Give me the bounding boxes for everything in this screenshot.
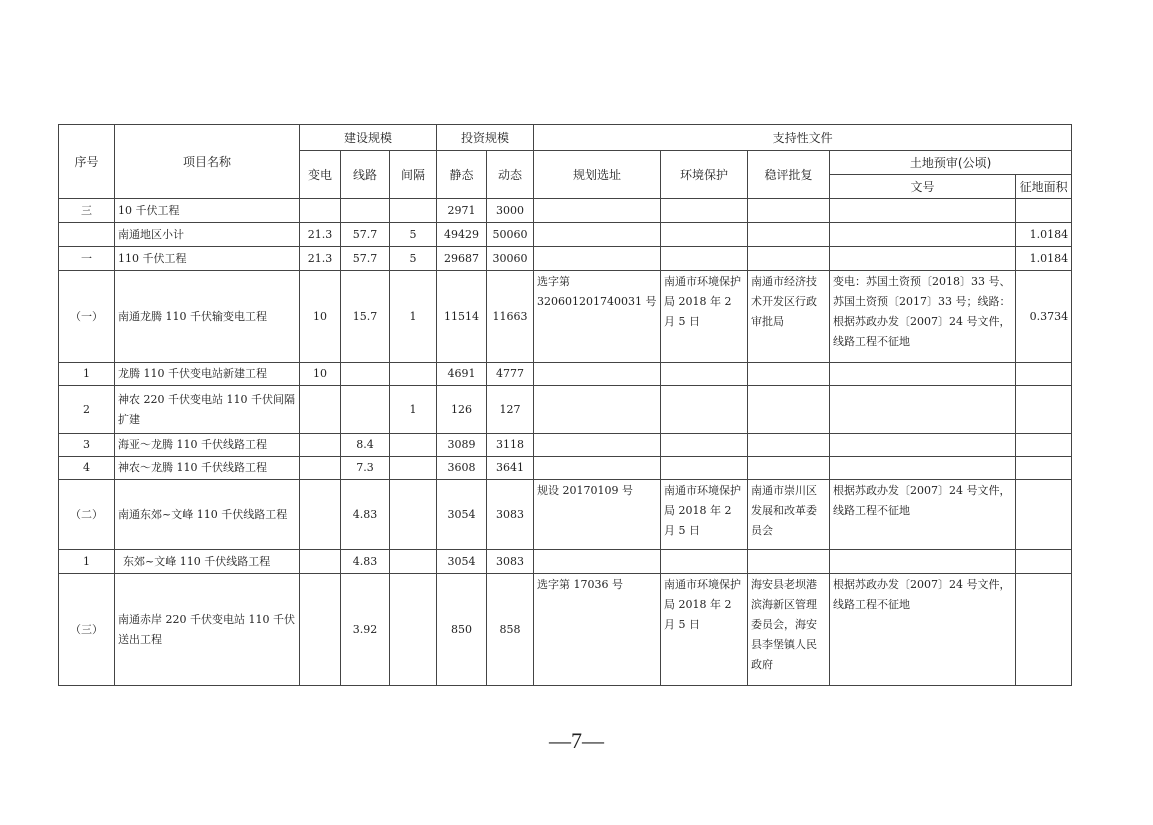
cell-seq: （三） [59, 574, 115, 686]
cell-dynamic: 858 [487, 574, 534, 686]
cell-docno [830, 550, 1016, 574]
cell-env: 南通市环境保护局 2018 年 2 月 5 日 [661, 574, 748, 686]
cell-static: 49429 [437, 223, 487, 247]
cell-sub [300, 574, 341, 686]
cell-seq [59, 223, 115, 247]
cell-env: 南通市环境保护局 2018 年 2 月 5 日 [661, 480, 748, 550]
cell-bay [390, 574, 437, 686]
header-docno: 文号 [830, 175, 1016, 199]
cell-planning [534, 550, 661, 574]
cell-planning [534, 363, 661, 386]
cell-planning: 选字第 17036 号 [534, 574, 661, 686]
cell-dynamic: 3118 [487, 434, 534, 457]
table-row [59, 386, 1072, 434]
cell-area [1016, 199, 1072, 223]
cell-dynamic: 3000 [487, 199, 534, 223]
cell-name: 神农 220 千伏变电站 110 千伏间隔扩建 [115, 386, 300, 434]
header-support: 支持性文件 [534, 125, 1072, 151]
cell-static: 3054 [437, 550, 487, 574]
project-table [58, 124, 1072, 686]
cell-docno [830, 386, 1016, 434]
cell-dynamic: 11663 [487, 271, 534, 363]
cell-seq: （一） [59, 271, 115, 363]
header-stability: 稳评批复 [748, 151, 830, 199]
cell-sub: 10 [300, 271, 341, 363]
cell-area [1016, 386, 1072, 434]
cell-env [661, 550, 748, 574]
cell-name: 龙腾 110 千伏变电站新建工程 [115, 363, 300, 386]
cell-bay: 5 [390, 223, 437, 247]
cell-name: 110 千伏工程 [115, 247, 300, 271]
cell-area [1016, 550, 1072, 574]
cell-seq: 1 [59, 363, 115, 386]
cell-name: 南通龙腾 110 千伏输变电工程 [115, 271, 300, 363]
cell-docno [830, 199, 1016, 223]
cell-stability: 南通市经济技术开发区行政审批局 [748, 271, 830, 363]
cell-area [1016, 363, 1072, 386]
cell-planning: 规设 20170109 号 [534, 480, 661, 550]
cell-bay [390, 457, 437, 480]
cell-planning [534, 386, 661, 434]
cell-docno [830, 457, 1016, 480]
table-row [59, 574, 1072, 686]
header-substation: 变电 [300, 151, 341, 199]
table-row [59, 434, 1072, 457]
header-area: 征地面积 [1016, 175, 1072, 199]
cell-sub [300, 457, 341, 480]
cell-sub [300, 550, 341, 574]
cell-env [661, 457, 748, 480]
cell-static: 29687 [437, 247, 487, 271]
header-land: 土地预审(公顷) [830, 151, 1072, 175]
cell-dynamic: 127 [487, 386, 534, 434]
cell-stability [748, 247, 830, 271]
cell-stability: 海安县老坝港滨海新区管理委员会，海安县李堡镇人民政府 [748, 574, 830, 686]
cell-name: 东郊~文峰 110 千伏线路工程 [115, 550, 300, 574]
header-planning: 规划选址 [534, 151, 661, 199]
cell-dynamic: 4777 [487, 363, 534, 386]
cell-planning [534, 434, 661, 457]
cell-docno [830, 363, 1016, 386]
cell-line: 8.4 [341, 434, 390, 457]
cell-static: 11514 [437, 271, 487, 363]
cell-env [661, 434, 748, 457]
cell-line: 15.7 [341, 271, 390, 363]
cell-planning [534, 457, 661, 480]
cell-line: 57.7 [341, 247, 390, 271]
cell-bay [390, 363, 437, 386]
cell-stability [748, 363, 830, 386]
cell-line [341, 386, 390, 434]
cell-env [661, 247, 748, 271]
cell-dynamic: 30060 [487, 247, 534, 271]
cell-name: 神农～龙腾 110 千伏线路工程 [115, 457, 300, 480]
cell-seq: 一 [59, 247, 115, 271]
cell-env [661, 223, 748, 247]
cell-static: 3089 [437, 434, 487, 457]
table-row [59, 363, 1072, 386]
cell-planning [534, 247, 661, 271]
cell-name: 南通东郊~文峰 110 千伏线路工程 [115, 480, 300, 550]
cell-area: 1.0184 [1016, 247, 1072, 271]
cell-area [1016, 457, 1072, 480]
table-row [59, 247, 1072, 271]
cell-docno [830, 434, 1016, 457]
header-static: 静态 [437, 151, 487, 199]
header-env: 环境保护 [661, 151, 748, 199]
cell-name: 10 千伏工程 [115, 199, 300, 223]
cell-name: 海亚～龙腾 110 千伏线路工程 [115, 434, 300, 457]
cell-area [1016, 434, 1072, 457]
cell-line [341, 199, 390, 223]
cell-docno: 根据苏政办发〔2007〕24 号文件，线路工程不征地 [830, 574, 1016, 686]
cell-seq: 三 [59, 199, 115, 223]
cell-sub [300, 434, 341, 457]
cell-dynamic: 3641 [487, 457, 534, 480]
page-number: —7— [549, 728, 604, 753]
cell-stability: 南通市崇川区发展和改革委员会 [748, 480, 830, 550]
cell-sub [300, 199, 341, 223]
cell-line: 57.7 [341, 223, 390, 247]
cell-planning: 选字第320601201740031 号 [534, 271, 661, 363]
cell-docno: 根据苏政办发〔2007〕24 号文件，线路工程不征地 [830, 480, 1016, 550]
table-row [59, 480, 1072, 550]
cell-env: 南通市环境保护局 2018 年 2 月 5 日 [661, 271, 748, 363]
cell-name: 南通地区小计 [115, 223, 300, 247]
cell-stability [748, 434, 830, 457]
cell-area: 1.0184 [1016, 223, 1072, 247]
header-dynamic: 动态 [487, 151, 534, 199]
header-name: 项目名称 [115, 125, 300, 199]
cell-docno [830, 223, 1016, 247]
cell-env [661, 199, 748, 223]
cell-planning [534, 223, 661, 247]
header-construction: 建设规模 [300, 125, 437, 151]
cell-line [341, 363, 390, 386]
cell-stability [748, 550, 830, 574]
cell-static: 850 [437, 574, 487, 686]
cell-seq: 4 [59, 457, 115, 480]
cell-docno [830, 247, 1016, 271]
cell-docno: 变电：苏国土资预〔2018〕33 号、苏国土资预〔2017〕33 号；线路：根据苏政办发〔2007〕24 号文件，线路工程不征地 [830, 271, 1016, 363]
cell-static: 4691 [437, 363, 487, 386]
cell-sub: 21.3 [300, 247, 341, 271]
cell-stability [748, 199, 830, 223]
cell-seq: 3 [59, 434, 115, 457]
cell-sub: 21.3 [300, 223, 341, 247]
cell-static: 2971 [437, 199, 487, 223]
table-row [59, 271, 1072, 363]
cell-line: 7.3 [341, 457, 390, 480]
cell-area [1016, 480, 1072, 550]
cell-sub: 10 [300, 363, 341, 386]
table-row [59, 223, 1072, 247]
table-row [59, 199, 1072, 223]
cell-bay [390, 550, 437, 574]
cell-sub [300, 386, 341, 434]
cell-env [661, 386, 748, 434]
cell-seq: 1 [59, 550, 115, 574]
header-bay: 间隔 [390, 151, 437, 199]
cell-sub [300, 480, 341, 550]
cell-dynamic: 50060 [487, 223, 534, 247]
cell-static: 3608 [437, 457, 487, 480]
cell-area [1016, 574, 1072, 686]
header-line: 线路 [341, 151, 390, 199]
cell-bay: 1 [390, 386, 437, 434]
cell-static: 3054 [437, 480, 487, 550]
cell-line: 4.83 [341, 480, 390, 550]
cell-seq: （二） [59, 480, 115, 550]
cell-bay [390, 434, 437, 457]
cell-area: 0.3734 [1016, 271, 1072, 363]
cell-line: 3.92 [341, 574, 390, 686]
cell-stability [748, 457, 830, 480]
cell-stability [748, 223, 830, 247]
header-investment: 投资规模 [437, 125, 534, 151]
cell-env [661, 363, 748, 386]
header-seq: 序号 [59, 125, 115, 199]
table-row [59, 550, 1072, 574]
cell-dynamic: 3083 [487, 480, 534, 550]
cell-bay [390, 480, 437, 550]
cell-name: 南通赤岸 220 千伏变电站 110 千伏送出工程 [115, 574, 300, 686]
cell-bay: 5 [390, 247, 437, 271]
cell-seq: 2 [59, 386, 115, 434]
cell-planning [534, 199, 661, 223]
cell-static: 126 [437, 386, 487, 434]
cell-dynamic: 3083 [487, 550, 534, 574]
cell-bay [390, 199, 437, 223]
table-row [59, 457, 1072, 480]
cell-stability [748, 386, 830, 434]
cell-bay: 1 [390, 271, 437, 363]
cell-line: 4.83 [341, 550, 390, 574]
